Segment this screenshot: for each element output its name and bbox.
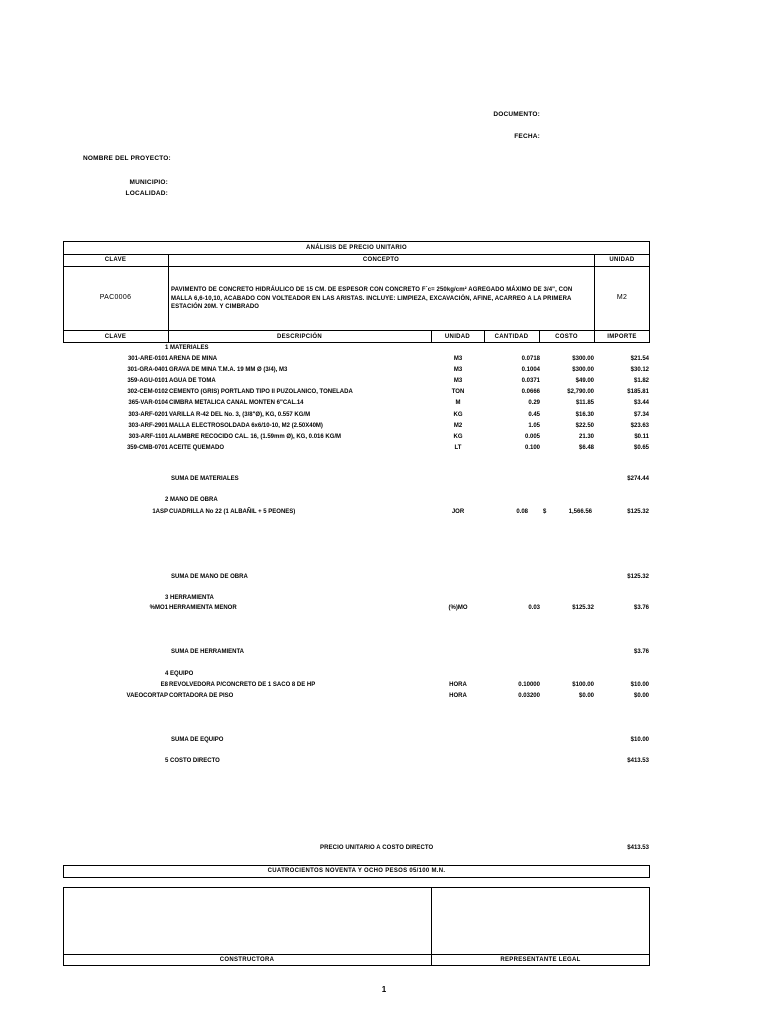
row-code: VAEOCORTAP — [126, 692, 168, 699]
row-qty: 0.0666 — [521, 389, 540, 396]
herramienta-imp: $3.76 — [633, 605, 649, 611]
concepto-clave: PAC0006 — [99, 294, 132, 301]
precio-unitario-label: PRECIO UNITARIO A COSTO DIRECTO — [320, 845, 434, 851]
row-code: 301-ARE-0101 — [127, 356, 168, 362]
detail-col-importe: IMPORTE — [607, 334, 637, 340]
row-desc: ARENA DE MINA — [169, 356, 218, 362]
row-unit: HORA — [449, 682, 467, 688]
row-code: 303-ARF-2901 — [128, 422, 168, 429]
row-qty: 0.10000 — [518, 682, 540, 688]
mano-obra-cost-sign: $ — [543, 509, 547, 515]
row-cost: $16.30 — [575, 411, 594, 418]
concepto-descripcion: PAVIMENTO DE CONCRETO HIDRÁULICO DE 15 CM. DE ESPESOR CON CONCRETO F´c= 250kg/cm² AGREGADO MÁXIMO DE 3/4", CON MALLA 6,6-10,10, ACABADO CON VOLTEADOR EN LAS ARISTAS. INCLUYE: LIMPIEZA, EXCAVACIÓN, AFINE, ACARREO A LA PRIMERA ESTACIÓN 20M. Y CIMBRADO — [171, 287, 573, 310]
row-code: 359-CMB-0701 — [126, 444, 168, 451]
row-desc: VARILLA R-42 DEL No. 3, (3/8"Ø), KG, 0.557 KG/M — [169, 411, 311, 418]
row-qty: 0.45 — [528, 411, 540, 418]
detail-col-unidad: UNIDAD — [444, 334, 471, 340]
row-desc: GRAVA DE MINA T.M.A. 19 MM Ø (3/4), M3 — [169, 367, 288, 374]
row-unit: KG — [453, 411, 463, 418]
row-code: 359-AGU-0101 — [127, 378, 168, 385]
proyecto-label: NOMBRE DEL PROYECTO: — [83, 155, 171, 162]
precio-letra: CUATROCIENTOS NOVENTA Y OCHO PESOS 05/100 M.N. — [267, 868, 446, 874]
sum-mano-obra-value: $125.32 — [627, 574, 649, 580]
row-cost: $300.00 — [572, 356, 594, 362]
mano-obra-qty: 0.08 — [516, 509, 528, 515]
mano-obra-imp: $125.32 — [627, 509, 649, 515]
row-qty: 0.005 — [524, 433, 540, 440]
row-code: 303-ARF-1101 — [128, 433, 168, 440]
row-qty: 0.1004 — [521, 367, 540, 374]
sum-materiales-value: $274.44 — [627, 476, 649, 482]
herramienta-desc: HERRAMIENTA MENOR — [169, 605, 237, 611]
row-qty: 0.03200 — [518, 692, 540, 699]
row-unit: M3 — [453, 367, 463, 374]
row-desc: ALAMBRE RECOCIDO CAL. 16, (1.59mm Ø), KG, 0.016 KG/M — [169, 433, 342, 440]
row-cost: $300.00 — [572, 367, 594, 374]
row-desc: REVOLVEDORA P/CONCRETO DE 1 SACO 8 DE HP — [169, 682, 316, 688]
documento-label: DOCUMENTO: — [493, 111, 540, 118]
row-imp: $30.12 — [630, 367, 649, 374]
row-code: 365-VAR-0104 — [128, 400, 168, 407]
firma-constructora: CONSTRUCTORA — [219, 957, 275, 963]
row-cost: $2,790.00 — [567, 389, 594, 396]
costo-directo-value: $413.53 — [627, 758, 649, 764]
col-concepto: CONCEPTO — [362, 257, 400, 263]
row-desc: MALLA ELECTROSOLDADA 6x6/10-10, M2 (2.50X40M) — [169, 422, 323, 429]
row-imp: $23.63 — [630, 422, 649, 429]
row-imp: $0.11 — [634, 433, 649, 440]
row-cost: $100.00 — [572, 682, 594, 688]
fecha-label: FECHA: — [514, 133, 540, 140]
row-cost: 21.30 — [578, 433, 594, 440]
row-unit: M3 — [453, 356, 463, 362]
row-unit: M3 — [453, 378, 463, 385]
herramienta-cost: $125.32 — [572, 605, 594, 611]
col-clave: CLAVE — [104, 257, 127, 263]
row-cost: $6.48 — [578, 444, 594, 451]
mano-obra-unit: JOR — [451, 509, 465, 515]
row-code: 303-ARF-0201 — [128, 411, 168, 418]
costo-directo-label: 5 COSTO DIRECTO — [165, 758, 220, 764]
mano-obra-code: 1ASP — [152, 509, 168, 515]
firma-representante: REPRESENTANTE LEGAL — [500, 957, 581, 963]
row-cost: $49.00 — [575, 378, 594, 385]
row-desc: ACEITE QUEMADO — [169, 444, 225, 451]
row-imp: $1.82 — [633, 378, 649, 385]
row-imp: $0.65 — [633, 444, 649, 451]
sum-materiales-label: SUMA DE MATERIALES — [171, 476, 239, 482]
herramienta-code: %MO1 — [149, 605, 168, 611]
row-desc: AGUA DE TOMA — [169, 378, 216, 385]
municipio-label: MUNICIPIO: — [129, 179, 168, 186]
row-desc: CORTADORA DE PISO — [169, 692, 234, 699]
detail-col-clave: CLAVE — [104, 334, 127, 340]
row-cost: $0.00 — [578, 692, 594, 699]
row-qty: 0.29 — [528, 400, 540, 407]
concepto-unidad: M2 — [616, 294, 628, 301]
section-materiales-title: 1 MATERIALES — [165, 345, 209, 351]
mano-obra-cost: 1,566.56 — [568, 509, 592, 515]
col-unidad: UNIDAD — [609, 257, 635, 263]
row-desc: CIMBRA METALICA CANAL MONTEN 6"CAL.14 — [169, 400, 304, 407]
section-equipo-title: 4 EQUIPO — [165, 671, 194, 677]
herramienta-qty: 0.03 — [528, 605, 540, 611]
row-qty: 0.0718 — [521, 356, 540, 362]
analysis-title: ANÁLISIS DE PRECIO UNITARIO — [306, 245, 407, 251]
row-qty: 0.100 — [524, 444, 540, 451]
row-code: E8 — [160, 682, 168, 688]
row-unit: KG — [453, 433, 463, 440]
row-imp: $21.54 — [630, 356, 649, 362]
sum-equipo-value: $10.00 — [630, 737, 649, 743]
sum-equipo-label: SUMA DE EQUIPO — [171, 737, 224, 743]
row-cost: $11.85 — [575, 400, 594, 407]
row-unit: TON — [451, 389, 465, 396]
row-imp: $3.44 — [633, 400, 649, 407]
row-imp: $0.00 — [633, 692, 649, 699]
row-qty: 1.05 — [528, 422, 540, 429]
sum-herramienta-value: $3.76 — [633, 649, 649, 655]
row-unit: HORA — [449, 692, 467, 699]
mano-obra-desc: CUADRILLA No 22 (1 ALBAÑIL + 5 PEONES) — [169, 509, 296, 515]
sum-herramienta-label: SUMA DE HERRAMIENTA — [171, 649, 244, 655]
row-unit: M — [455, 400, 461, 407]
row-imp: $185.81 — [627, 389, 649, 396]
row-qty: 0.0371 — [521, 378, 540, 385]
precio-unitario-value: $413.53 — [627, 845, 649, 851]
herramienta-unit: (%)MO — [448, 605, 468, 611]
row-unit: LT — [454, 444, 462, 451]
row-code: 302-CEM-0102 — [127, 389, 168, 396]
sum-mano-obra-label: SUMA DE MANO DE OBRA — [171, 574, 248, 580]
row-unit: M2 — [453, 422, 463, 429]
page-number: 1 — [381, 985, 387, 994]
section-herramienta-title: 3 HERRAMIENTA — [165, 595, 214, 601]
row-code: 301-GRA-0401 — [127, 367, 168, 374]
detail-col-costo: COSTO — [555, 334, 578, 340]
row-cost: $22.50 — [575, 422, 594, 429]
row-imp: $10.00 — [630, 682, 649, 688]
detail-col-descripcion: DESCRIPCIÓN — [277, 334, 322, 340]
section-mano-obra-title: 2 MANO DE OBRA — [165, 497, 218, 503]
row-desc: CEMENTO (GRIS) PORTLAND TIPO II PUZOLANICO, TONELADA — [169, 389, 353, 396]
localidad-label: LOCALIDAD: — [125, 190, 168, 197]
row-imp: $7.34 — [633, 411, 649, 418]
detail-col-cantidad: CANTIDAD — [494, 334, 529, 340]
